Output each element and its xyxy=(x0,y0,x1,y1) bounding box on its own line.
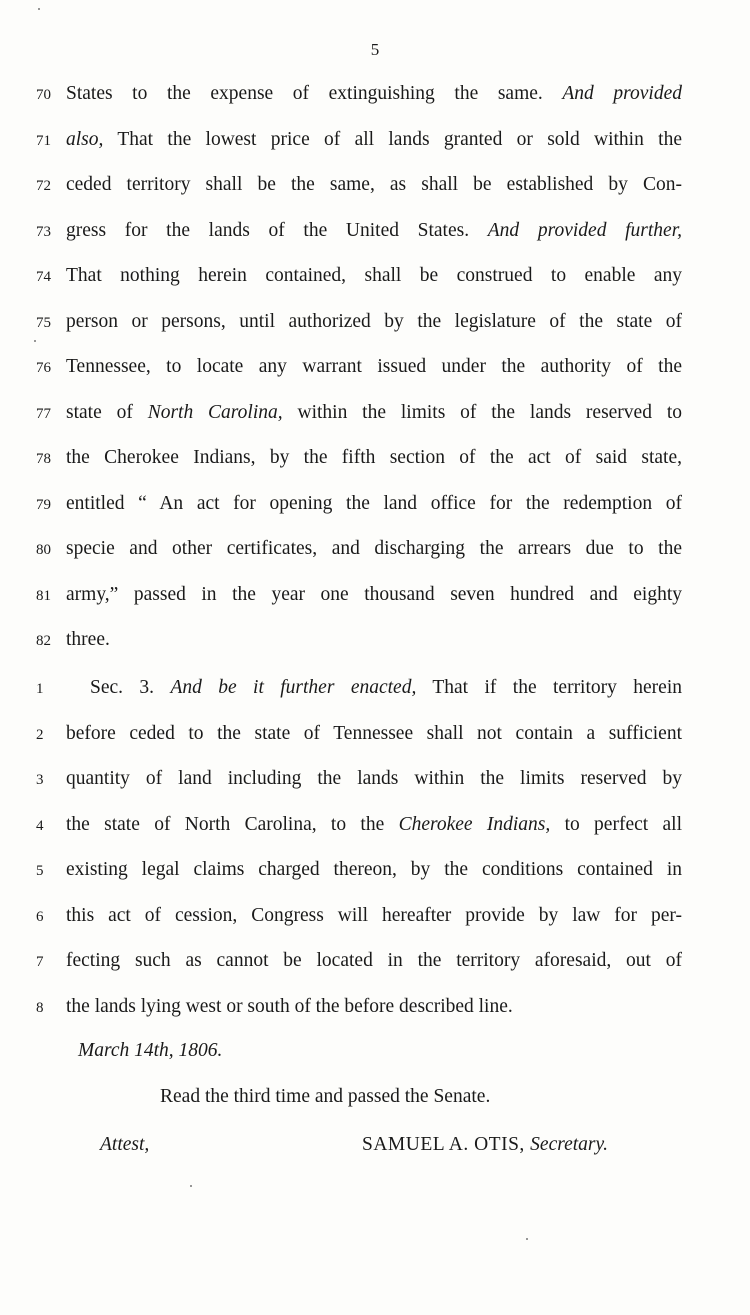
text-segment: Tennessee, to locate any warrant issued under the authority of the xyxy=(66,356,682,377)
text-segment: States to the expense of extinguishing the same. xyxy=(66,83,563,104)
line-number: 82 xyxy=(36,633,51,649)
date-line xyxy=(78,1040,222,1062)
line-number: 80 xyxy=(36,542,51,558)
text-line xyxy=(36,401,690,426)
line-text xyxy=(66,355,682,379)
text-segment: entitled “ An act for opening the land office for the redemption of xyxy=(66,492,682,514)
line-number: 81 xyxy=(36,587,51,604)
line-number: 1 xyxy=(36,681,44,697)
line-text xyxy=(66,949,682,973)
text-line xyxy=(36,722,690,747)
signature xyxy=(362,1134,608,1156)
text-segment: That the lowest price of all lands granted or sold within the xyxy=(103,128,682,150)
text-segment: That if the territory herein xyxy=(416,677,683,698)
line-text xyxy=(66,537,682,561)
text-line xyxy=(36,995,690,1020)
line-text xyxy=(66,722,682,746)
text-line xyxy=(36,813,690,838)
text-segment: the state of North Carolina, to the xyxy=(66,813,399,835)
line-text xyxy=(66,904,682,928)
line-number: 2 xyxy=(36,726,44,743)
text-segment: person or persons, until authorized by the legislature of the state of xyxy=(66,310,682,332)
text-line xyxy=(36,446,690,471)
text-line xyxy=(36,628,690,653)
text-line xyxy=(36,310,690,335)
text-line xyxy=(36,82,690,107)
text-line xyxy=(36,949,690,974)
line-number: 74 xyxy=(36,269,51,285)
italic-text: North Carolina, xyxy=(147,401,283,423)
italic-text: And be it further enacted, xyxy=(170,677,417,698)
line-text xyxy=(66,446,682,470)
line-text xyxy=(66,264,682,288)
line-text xyxy=(66,219,682,243)
text-segment: to perfect all xyxy=(550,813,682,835)
text-segment: this act of cession, Congress will hereafter provide by law for per- xyxy=(66,904,682,926)
text-line xyxy=(36,264,690,289)
date-text: March 14th, 1806. xyxy=(78,1040,223,1061)
line-text xyxy=(66,401,682,425)
line-text xyxy=(66,310,682,334)
line-text xyxy=(66,173,682,197)
paper-speck xyxy=(38,8,40,10)
line-text xyxy=(66,128,682,152)
line-number: 70 xyxy=(36,87,51,103)
text-segment: gress for the lands of the United States. xyxy=(66,219,488,241)
line-text xyxy=(66,492,682,516)
line-number: 77 xyxy=(36,405,51,422)
line-text xyxy=(66,628,682,652)
line-text xyxy=(66,995,682,1019)
italic-text: And provided further, xyxy=(487,219,682,241)
line-number: 7 xyxy=(36,954,44,970)
line-text xyxy=(66,676,682,700)
text-segment: within the limits of the lands reserved to xyxy=(282,401,682,423)
text-line xyxy=(36,537,690,562)
text-line xyxy=(36,492,690,517)
text-segment: Sec. 3. xyxy=(90,677,171,698)
text-line xyxy=(36,583,690,608)
text-segment: state of xyxy=(66,401,148,423)
text-line xyxy=(36,767,690,792)
text-line xyxy=(36,219,690,244)
text-segment: fecting such as cannot be located in the territory aforesaid, out of xyxy=(66,950,682,971)
text-line xyxy=(36,355,690,380)
line-number: 5 xyxy=(36,863,44,879)
italic-text: Cherokee Indians, xyxy=(398,813,551,835)
text-segment: ceded territory shall be the same, as shall be established by Con- xyxy=(66,174,682,195)
text-segment: That nothing herein contained, shall be construed to enable any xyxy=(66,265,682,286)
attest-label: Attest, xyxy=(100,1134,150,1155)
paper-speck xyxy=(526,1238,528,1240)
italic-text: And provided xyxy=(562,83,682,104)
paper-speck xyxy=(190,1185,192,1187)
text-line xyxy=(36,128,690,153)
italic-text: also, xyxy=(66,128,104,150)
text-segment: quantity of land including the lands within the limits reserved by xyxy=(66,768,682,789)
line-number: 8 xyxy=(36,999,44,1016)
line-text xyxy=(66,858,682,882)
line-text xyxy=(66,813,682,837)
text-line xyxy=(36,904,690,929)
line-number: 4 xyxy=(36,817,44,834)
text-line xyxy=(36,676,690,701)
page-number: 5 xyxy=(370,40,380,59)
line-number: 78 xyxy=(36,451,51,467)
line-number: 79 xyxy=(36,496,51,513)
line-number: 72 xyxy=(36,178,51,194)
line-number: 73 xyxy=(36,223,51,240)
text-segment: the lands lying west or south of the before described line. xyxy=(66,995,513,1017)
line-number: 6 xyxy=(36,908,44,925)
text-segment: the Cherokee Indians, by the fifth section of the act of said state, xyxy=(66,447,682,468)
text-segment: before ceded to the state of Tennessee shall not contain a sufficient xyxy=(66,722,682,744)
line-number: 71 xyxy=(36,132,51,149)
signature-name: SAMUEL A. OTIS, xyxy=(362,1134,525,1155)
signature-title: Secretary. xyxy=(530,1134,608,1155)
line-number: 3 xyxy=(36,772,44,788)
text-line xyxy=(36,858,690,883)
text-segment: army,” passed in the year one thousand seven hundred and eighty xyxy=(66,583,682,605)
text-line xyxy=(36,173,690,198)
line-number: 75 xyxy=(36,314,51,331)
read-line: Read the third time and passed the Senate. xyxy=(160,1086,491,1107)
text-segment: specie and other certificates, and discharging the arrears due to the xyxy=(66,538,682,559)
line-text xyxy=(66,767,682,791)
line-number: 76 xyxy=(36,360,51,376)
text-segment: three. xyxy=(66,629,110,650)
paper-speck xyxy=(34,340,36,342)
line-text xyxy=(66,583,682,607)
line-text xyxy=(66,82,682,106)
text-segment: existing legal claims charged thereon, by the conditions contained in xyxy=(66,859,682,880)
